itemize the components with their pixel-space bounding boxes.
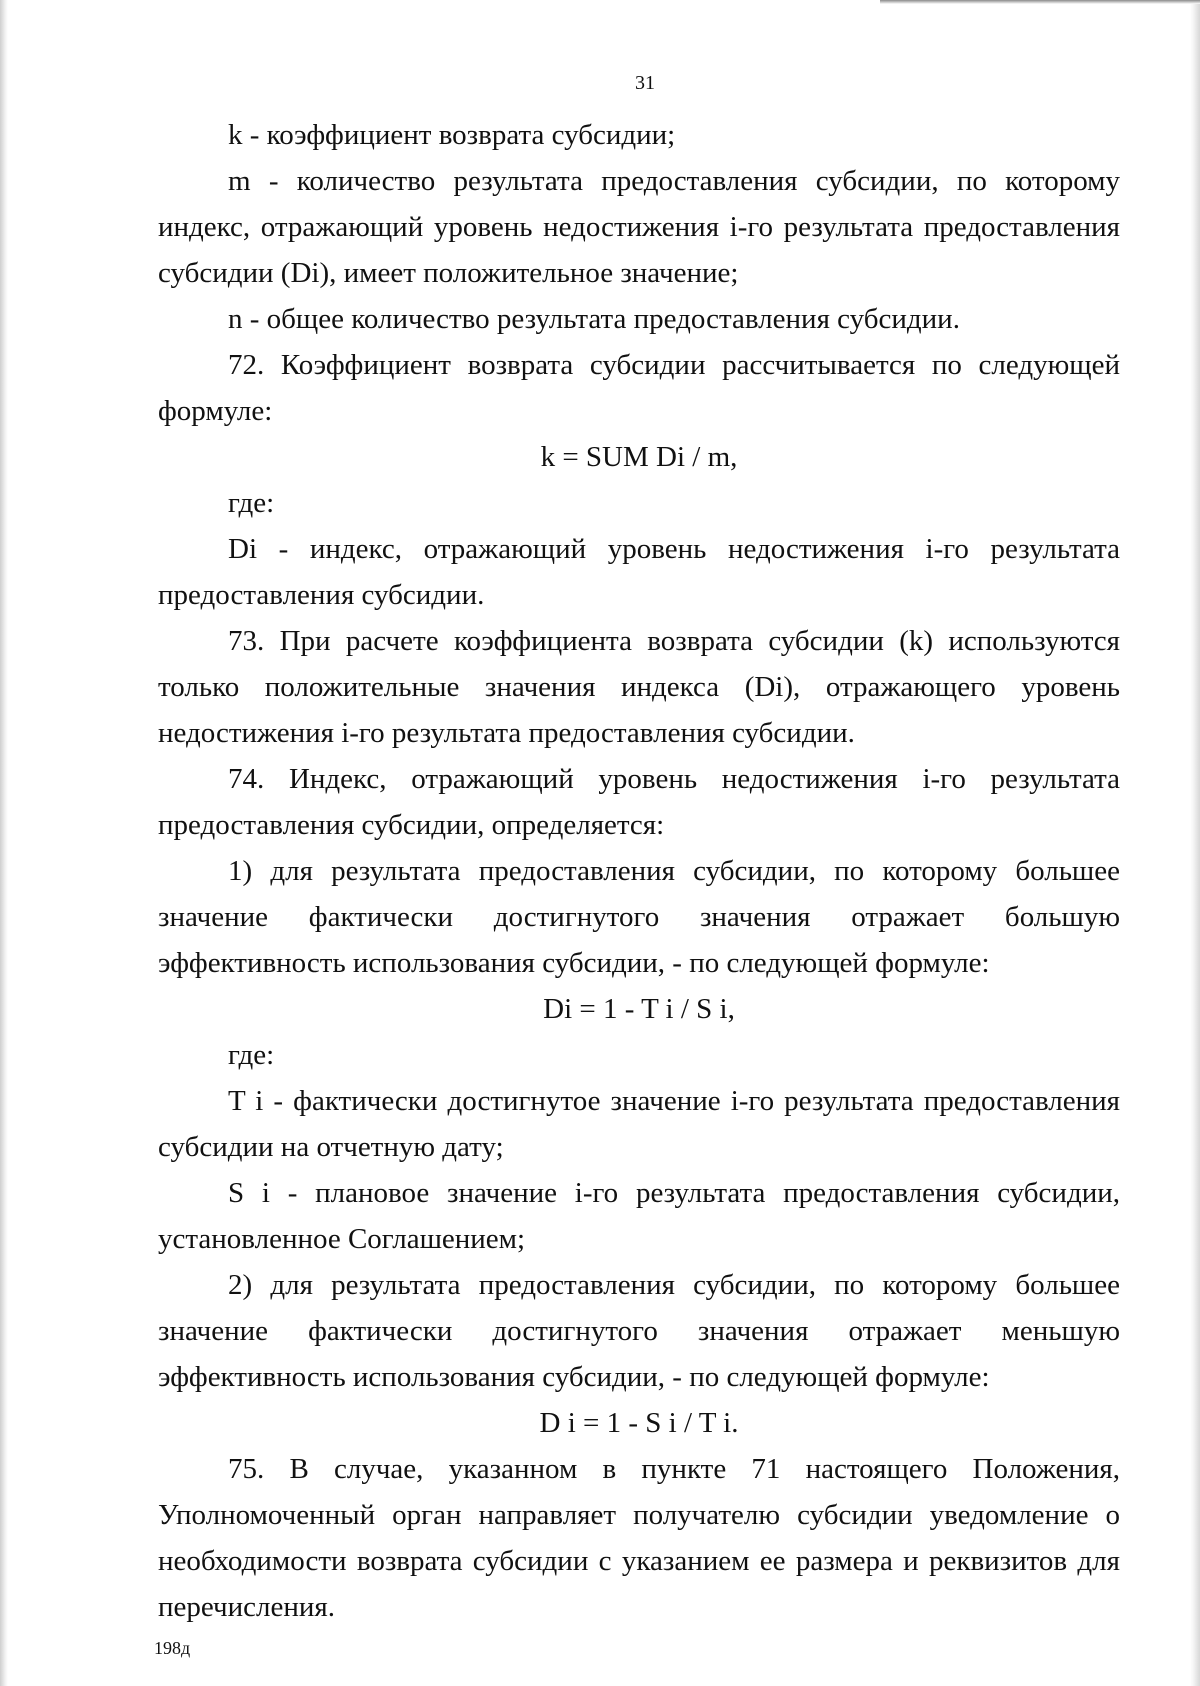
where-label: где: bbox=[228, 487, 275, 519]
definition-si: S i - плановое значение i-го результата предоставления субсидии, установленное Соглашением; bbox=[158, 1177, 1120, 1255]
document-body bbox=[158, 112, 1120, 1630]
definition-n: n - общее количество результата предоставления субсидии. bbox=[228, 303, 960, 335]
page-number: 31 bbox=[635, 72, 655, 94]
clause-73: 73. При расчете коэффициента возврата субсидии (k) используются только положительные значения индекса (Di), отражающего уровень недостижения i-го результата предоставления субсидии. bbox=[158, 625, 1120, 749]
clause-74-item-2: 2) для результата предоставления субсидии, по которому большее значение фактически достигнутого значения отражает меньшую эффективность использования субсидии, - по следующей формуле: bbox=[158, 1269, 1120, 1393]
scan-edge-right bbox=[1190, 0, 1200, 1686]
definition-ti: T i - фактически достигнутое значение i-го результата предоставления субсидии на отчетную дату; bbox=[158, 1085, 1120, 1163]
scan-edge-top bbox=[880, 0, 1200, 4]
clause-74: 74. Индекс, отражающий уровень недостижения i-го результата предоставления субсидии, определяется: bbox=[158, 763, 1120, 841]
definition-k: k - коэффициент возврата субсидии; bbox=[228, 119, 676, 151]
definition-m: m - количество результата предоставления субсидии, по которому индекс, отражающий уровень недостижения i-го результата предоставления субсидии (Di), имеет положительное значение; bbox=[158, 165, 1120, 289]
clause-75: 75. В случае, указанном в пункте 71 настоящего Положения, Уполномоченный орган направляет получателю субсидии уведомление о необходимости возврата субсидии с указанием ее размера и реквизитов для перечисления. bbox=[158, 1453, 1120, 1623]
formula-di-1: Di = 1 - T i / S i, bbox=[543, 993, 735, 1025]
definition-di: Di - индекс, отражающий уровень недостижения i-го результата предоставления субсидии. bbox=[158, 533, 1120, 611]
clause-72: 72. Коэффициент возврата субсидии рассчитывается по следующей формуле: bbox=[158, 349, 1120, 427]
footer-code: 198д bbox=[154, 1638, 191, 1658]
clause-74-item-1: 1) для результата предоставления субсидии, по которому большее значение фактически достигнутого значения отражает большую эффективность использования субсидии, - по следующей формуле: bbox=[158, 855, 1120, 979]
formula-k: k = SUM Di / m, bbox=[540, 441, 738, 473]
formula-di-2: D i = 1 - S i / T i. bbox=[539, 1407, 739, 1439]
scan-edge-left bbox=[0, 0, 8, 1686]
where-label: где: bbox=[228, 1039, 275, 1071]
